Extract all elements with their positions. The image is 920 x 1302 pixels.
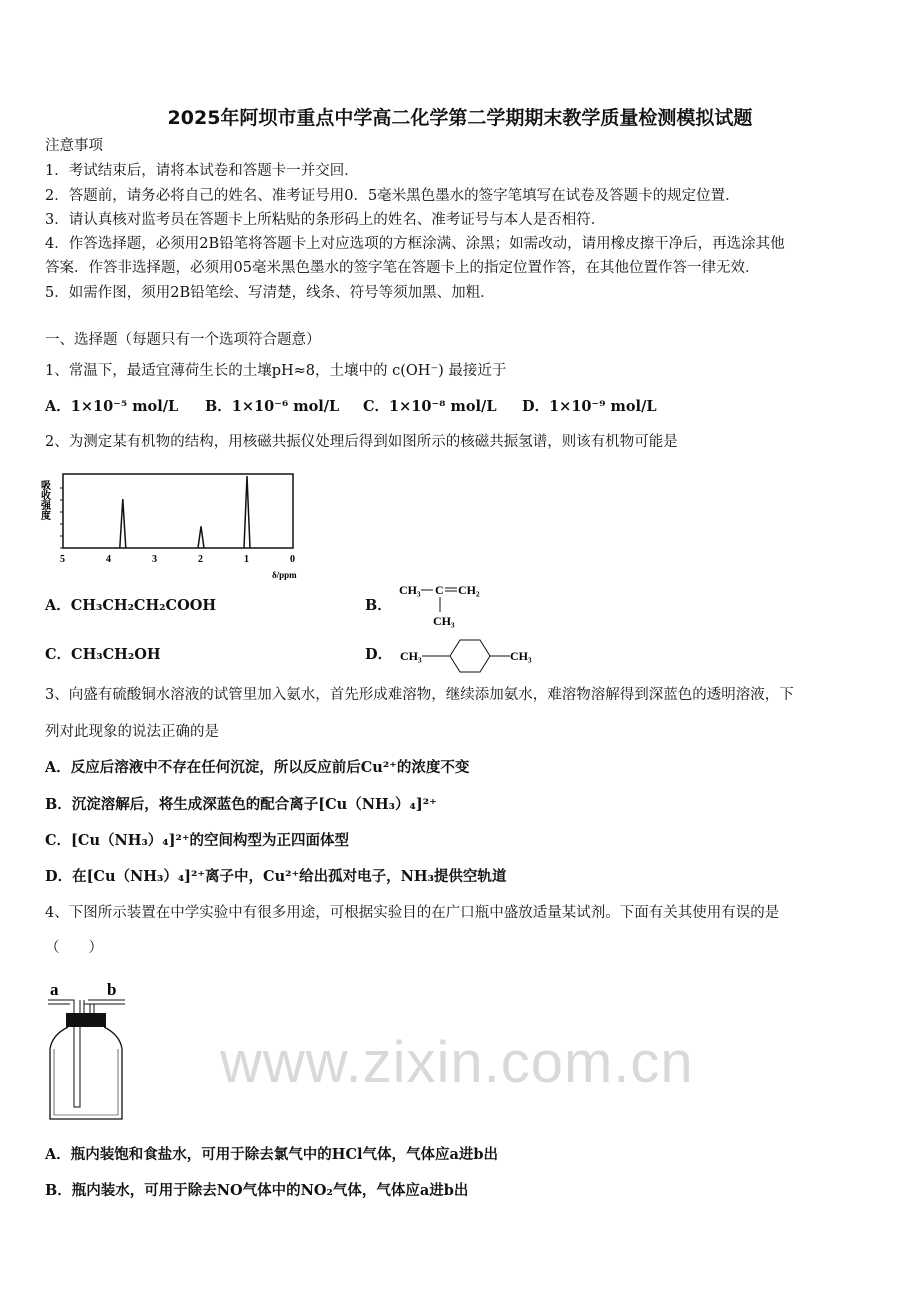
q2-stem: 2、为测定某有机物的结构，用核磁共振仪处理后得到如图所示的核磁共振氢谱，则该有机物可能是 <box>45 434 678 450</box>
note-item: 2．答题前，请务必将自己的姓名、准考证号用0．5毫米黑色墨水的签字笔填写在试卷及答题卡的规定位置． <box>45 188 740 204</box>
struct-d-left: CH₃ <box>400 649 422 663</box>
q3-option-a: A．反应后溶液中不存在任何沉淀，所以反应前后Cu²⁺的浓度不变 <box>45 759 470 776</box>
q3-option-b: B．沉淀溶解后，将生成深蓝色的配合离子[Cu（NH₃）₄]²⁺ <box>45 796 437 813</box>
nmr-x-tick-label: 4 <box>106 554 111 565</box>
q1-option-b: B．1×10⁻⁶ mol/L <box>205 398 340 415</box>
nmr-x-tick-label: 2 <box>198 554 203 565</box>
q2-option-a: A．CH₃CH₂CH₂COOH <box>45 597 217 614</box>
nmr-peak <box>120 499 126 548</box>
q2-option-d: D． <box>365 646 393 663</box>
nmr-x-tick-label: 0 <box>290 554 295 565</box>
nmr-peak <box>198 526 204 548</box>
note-item: 3．请认真核对监考员在答题卡上所粘贴的条形码上的姓名、准考证号与本人是否相符． <box>45 212 606 228</box>
note-item: 5．如需作图，须用2B铅笔绘、写清楚，线条、符号等须加黑、加粗． <box>45 285 495 301</box>
nmr-spectrum <box>40 470 310 586</box>
q4-stem: 4、下图所示装置在中学实验中有很多用途，可根据实验目的在广口瓶中盛放适量某试剂。下面有关其使用有误的是 <box>45 905 780 921</box>
section-heading: 一、选择题（每题只有一个选项符合题意） <box>45 332 321 348</box>
q4-option-b: B．瓶内装水，可用于除去NO气体中的NO₂气体，气体应a进b出 <box>45 1182 469 1199</box>
q3-stem: 3、向盛有硫酸铜水溶液的试管里加入氨水，首先形成难溶物，继续添加氨水，难溶物溶解得到深蓝色的透明溶液，下 <box>45 687 794 703</box>
nmr-xlabel: δ/ppm <box>272 570 297 580</box>
q2-option-c: C．CH₃CH₂OH <box>45 646 161 663</box>
note-item: 答案．作答非选择题，必须用05毫米黑色墨水的签字笔在答题卡上的指定位置作答，在其他位置作答一律无效． <box>45 260 760 276</box>
struct-b-down: CH₃ <box>433 614 455 628</box>
note-item: 1．考试结束后，请将本试卷和答题卡一并交回． <box>45 163 359 179</box>
gas-bottle-apparatus <box>40 975 140 1130</box>
note-item: 4．作答选择题，必须用2B铅笔将答题卡上对应选项的方框涂满、涂黑；如需改动，请用橡皮擦干净后，再选涂其他 <box>45 236 785 252</box>
structure-b <box>395 580 505 630</box>
watermark: www.zixin.com.cn <box>220 1030 694 1095</box>
q1-option-d: D．1×10⁻⁹ mol/L <box>522 398 657 415</box>
struct-d-right: CH₃ <box>510 649 532 663</box>
nmr-peak <box>244 476 250 548</box>
q2-option-b: B． <box>365 597 392 614</box>
q3-stem-cont: 列对此现象的说法正确的是 <box>45 724 219 740</box>
structure-d <box>400 636 540 676</box>
struct-b-right: CH₂ <box>458 583 480 597</box>
nmr-x-tick-label: 3 <box>152 554 157 565</box>
nmr-x-tick-label: 5 <box>60 554 65 565</box>
q4-stem-cont: （ ） <box>45 940 103 956</box>
label-b: b <box>107 980 117 999</box>
label-a: a <box>50 980 59 999</box>
q1-stem: 1、常温下，最适宜薄荷生长的土壤pH≈8，土壤中的 c(OH⁻) 最接近于 <box>45 363 507 379</box>
struct-b-center: C <box>435 583 444 597</box>
q3-option-d: D．在[Cu（NH₃）₄]²⁺离子中，Cu²⁺给出孤对电子，NH₃提供空轨道 <box>45 868 507 885</box>
struct-b-left: CH₃ <box>399 583 421 597</box>
nmr-x-tick-label: 1 <box>244 554 249 565</box>
page-title: 2025年阿坝市重点中学高二化学第二学期期末教学质量检测模拟试题 <box>167 107 753 129</box>
q4-option-a: A．瓶内装饱和食盐水，可用于除去氯气中的HCl气体，气体应a进b出 <box>45 1146 499 1163</box>
notes-heading: 注意事项 <box>45 138 103 154</box>
q1-option-a: A．1×10⁻⁵ mol/L <box>45 398 179 415</box>
nmr-ylabel: 吸收强度 <box>38 480 50 520</box>
q3-option-c: C．[Cu（NH₃）₄]²⁺的空间构型为正四面体型 <box>45 832 350 849</box>
q1-option-c: C．1×10⁻⁸ mol/L <box>363 398 497 415</box>
